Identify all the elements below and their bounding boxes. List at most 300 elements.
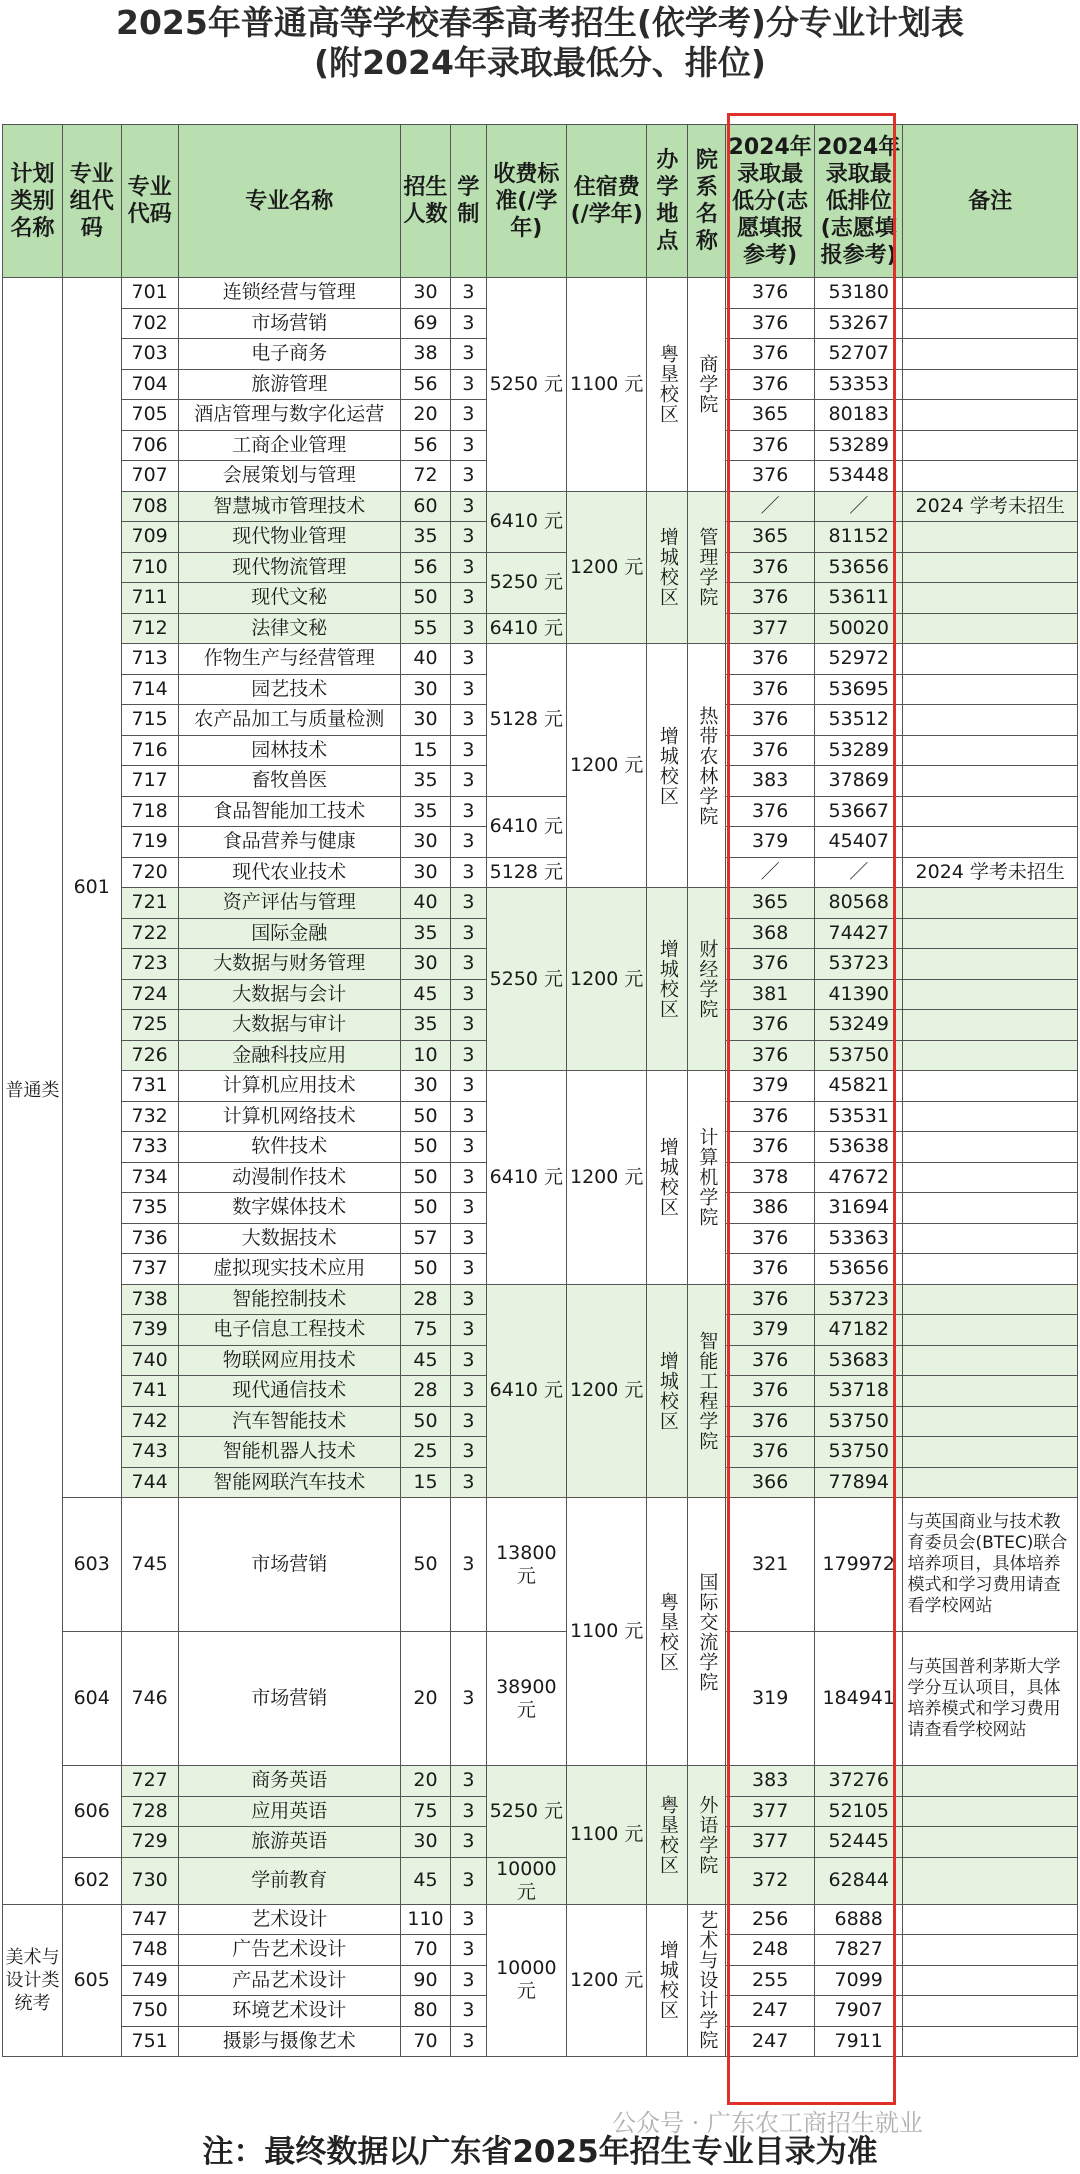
enrollment-cell: 60 bbox=[400, 491, 450, 522]
campus-label: 粤垦校区 bbox=[656, 1794, 679, 1875]
remark-cell bbox=[903, 766, 1078, 797]
duration-cell: 3 bbox=[451, 400, 486, 431]
min-rank-cell: 53750 bbox=[814, 1437, 903, 1468]
campus-cell bbox=[647, 1498, 688, 1766]
duration-cell: 3 bbox=[451, 1632, 486, 1766]
remark-cell bbox=[903, 613, 1078, 644]
major-code-cell: 728 bbox=[121, 1796, 178, 1827]
major-code-cell: 707 bbox=[121, 461, 178, 492]
category-label: 普通类 bbox=[5, 1080, 60, 1102]
remark-cell bbox=[903, 888, 1078, 919]
major-name-cell: 产品艺术设计 bbox=[178, 1965, 400, 1996]
duration-cell: 3 bbox=[451, 1071, 486, 1102]
major-name-cell: 连锁经营与管理 bbox=[178, 278, 400, 309]
campus-cell bbox=[647, 1071, 688, 1285]
min-rank-cell: 53289 bbox=[814, 735, 903, 766]
min-score-cell: 379 bbox=[726, 1315, 815, 1346]
min-score-cell: 383 bbox=[726, 1766, 815, 1797]
remark-cell bbox=[903, 1796, 1078, 1827]
remark-cell bbox=[903, 1071, 1078, 1102]
min-rank-cell: 53695 bbox=[814, 674, 903, 705]
duration-cell: 3 bbox=[451, 1857, 486, 1904]
major-code-cell: 703 bbox=[121, 339, 178, 370]
college-label: 国际交流学院 bbox=[696, 1571, 719, 1692]
major-code-cell: 738 bbox=[121, 1284, 178, 1315]
duration-cell: 3 bbox=[451, 827, 486, 858]
campus-label: 增城校区 bbox=[656, 527, 679, 608]
min-score-cell: 386 bbox=[726, 1193, 815, 1224]
min-score-cell: 255 bbox=[726, 1965, 815, 1996]
remark-cell bbox=[903, 369, 1078, 400]
campus-label: 增城校区 bbox=[656, 725, 679, 806]
remark-cell: 2024 学考未招生 bbox=[903, 491, 1078, 522]
category-label: 美术与设计类统考 bbox=[5, 1946, 60, 2014]
duration-cell: 3 bbox=[451, 308, 486, 339]
major-name-cell: 智能控制技术 bbox=[178, 1284, 400, 1315]
header-cell: 学制 bbox=[451, 125, 486, 278]
tuition-cell: 6410 元 bbox=[486, 613, 566, 644]
enrollment-cell: 55 bbox=[400, 613, 450, 644]
major-name-cell: 市场营销 bbox=[178, 1498, 400, 1632]
header-cell: 专业代码 bbox=[121, 125, 178, 278]
footer-note: 注：最终数据以广东省2025年招生专业目录为准 bbox=[202, 2134, 878, 2170]
remark-cell bbox=[903, 918, 1078, 949]
min-score-cell: 256 bbox=[726, 1904, 815, 1935]
major-name-cell: 国际金融 bbox=[178, 918, 400, 949]
duration-cell: 3 bbox=[451, 674, 486, 705]
group-code-cell: 603 bbox=[62, 1498, 121, 1632]
major-name-cell: 摄影与摄像艺术 bbox=[178, 2026, 400, 2057]
duration-cell: 3 bbox=[451, 1467, 486, 1498]
table-row bbox=[3, 278, 1078, 309]
major-name-cell: 现代文秘 bbox=[178, 583, 400, 614]
major-code-cell: 727 bbox=[121, 1766, 178, 1797]
min-score-cell: 321 bbox=[726, 1498, 815, 1632]
min-score-cell: 377 bbox=[726, 1827, 815, 1858]
duration-cell: 3 bbox=[451, 796, 486, 827]
major-code-cell: 710 bbox=[121, 552, 178, 583]
min-score-cell: 376 bbox=[726, 705, 815, 736]
college-cell bbox=[688, 278, 726, 492]
major-code-cell: 741 bbox=[121, 1376, 178, 1407]
major-code-cell: 747 bbox=[121, 1904, 178, 1935]
table-row bbox=[3, 552, 1078, 583]
min-rank-cell: ／ bbox=[814, 491, 903, 522]
duration-cell: 3 bbox=[451, 613, 486, 644]
college-label: 商学院 bbox=[696, 354, 719, 415]
min-rank-cell: 53667 bbox=[814, 796, 903, 827]
enrollment-cell: 75 bbox=[400, 1796, 450, 1827]
major-code-cell: 740 bbox=[121, 1345, 178, 1376]
min-rank-cell: 81152 bbox=[814, 522, 903, 553]
campus-cell bbox=[647, 888, 688, 1071]
header-cell: 2024年录取最低分(志愿填报参考) bbox=[726, 125, 815, 278]
header-cell: 备注 bbox=[903, 125, 1078, 278]
remark-cell bbox=[903, 2026, 1078, 2057]
major-name-cell: 市场营销 bbox=[178, 1632, 400, 1766]
major-name-cell: 商务英语 bbox=[178, 1766, 400, 1797]
enrollment-cell: 30 bbox=[400, 278, 450, 309]
major-name-cell: 大数据与审计 bbox=[178, 1010, 400, 1041]
major-name-cell: 旅游管理 bbox=[178, 369, 400, 400]
enrollment-cell: 35 bbox=[400, 796, 450, 827]
duration-cell: 3 bbox=[451, 1996, 486, 2027]
campus-label: 增城校区 bbox=[656, 1350, 679, 1431]
major-code-cell: 737 bbox=[121, 1254, 178, 1285]
enrollment-cell: 69 bbox=[400, 308, 450, 339]
duration-cell: 3 bbox=[451, 1766, 486, 1797]
enrollment-cell: 80 bbox=[400, 1996, 450, 2027]
enrollment-cell: 35 bbox=[400, 522, 450, 553]
duration-cell: 3 bbox=[451, 552, 486, 583]
enrollment-cell: 30 bbox=[400, 674, 450, 705]
enrollment-cell: 30 bbox=[400, 827, 450, 858]
major-name-cell: 电子商务 bbox=[178, 339, 400, 370]
table-row bbox=[3, 1284, 1078, 1315]
duration-cell: 3 bbox=[451, 1827, 486, 1858]
duration-cell: 3 bbox=[451, 491, 486, 522]
header-cell: 院系名称 bbox=[688, 125, 726, 278]
enrollment-cell: 28 bbox=[400, 1284, 450, 1315]
college-cell bbox=[688, 1071, 726, 1285]
duration-cell: 3 bbox=[451, 369, 486, 400]
min-rank-cell: 52707 bbox=[814, 339, 903, 370]
duration-cell: 3 bbox=[451, 2026, 486, 2057]
remark-cell bbox=[903, 674, 1078, 705]
major-code-cell: 731 bbox=[121, 1071, 178, 1102]
min-rank-cell: 53723 bbox=[814, 1284, 903, 1315]
min-rank-cell: 53723 bbox=[814, 949, 903, 980]
min-rank-cell: 53289 bbox=[814, 430, 903, 461]
min-score-cell: 365 bbox=[726, 888, 815, 919]
remark-cell bbox=[903, 1254, 1078, 1285]
min-rank-cell: 62844 bbox=[814, 1857, 903, 1904]
table-row bbox=[3, 613, 1078, 644]
major-code-cell: 701 bbox=[121, 278, 178, 309]
major-name-cell: 艺术设计 bbox=[178, 1904, 400, 1935]
enrollment-cell: 35 bbox=[400, 918, 450, 949]
enrollment-cell: 50 bbox=[400, 1193, 450, 1224]
major-name-cell: 作物生产与经营管理 bbox=[178, 644, 400, 675]
major-code-cell: 744 bbox=[121, 1467, 178, 1498]
remark-cell bbox=[903, 461, 1078, 492]
min-rank-cell: 6888 bbox=[814, 1904, 903, 1935]
major-name-cell: 食品智能加工技术 bbox=[178, 796, 400, 827]
header-cell: 2024年录取最低排位(志愿填报参考) bbox=[814, 125, 903, 278]
enrollment-cell: 56 bbox=[400, 369, 450, 400]
min-rank-cell: 41390 bbox=[814, 979, 903, 1010]
major-code-cell: 742 bbox=[121, 1406, 178, 1437]
group-code-cell: 601 bbox=[62, 278, 121, 1498]
tuition-cell: 6410 元 bbox=[486, 1071, 566, 1285]
campus-cell bbox=[647, 1284, 688, 1498]
tuition-cell: 5250 元 bbox=[486, 552, 566, 613]
duration-cell: 3 bbox=[451, 1498, 486, 1632]
enrollment-cell: 28 bbox=[400, 1376, 450, 1407]
min-score-cell: 247 bbox=[726, 1996, 815, 2027]
enrollment-cell: 30 bbox=[400, 1071, 450, 1102]
duration-cell: 3 bbox=[451, 461, 486, 492]
min-score-cell: 365 bbox=[726, 400, 815, 431]
enrollment-cell: 50 bbox=[400, 1162, 450, 1193]
duration-cell: 3 bbox=[451, 1406, 486, 1437]
min-score-cell: 376 bbox=[726, 369, 815, 400]
min-rank-cell: 53448 bbox=[814, 461, 903, 492]
duration-cell: 3 bbox=[451, 644, 486, 675]
enrollment-cell: 45 bbox=[400, 979, 450, 1010]
min-score-cell: 376 bbox=[726, 1437, 815, 1468]
min-score-cell: 376 bbox=[726, 1345, 815, 1376]
major-code-cell: 745 bbox=[121, 1498, 178, 1632]
enrollment-cell: 40 bbox=[400, 644, 450, 675]
major-name-cell: 虚拟现实技术应用 bbox=[178, 1254, 400, 1285]
header-cell: 专业组代码 bbox=[62, 125, 121, 278]
enrollment-cell: 30 bbox=[400, 949, 450, 980]
min-rank-cell: 53638 bbox=[814, 1132, 903, 1163]
min-score-cell: 376 bbox=[726, 1376, 815, 1407]
remark-cell bbox=[903, 1284, 1078, 1315]
table-row bbox=[3, 888, 1078, 919]
category-cell bbox=[3, 278, 63, 1905]
duration-cell: 3 bbox=[451, 888, 486, 919]
major-name-cell: 农产品加工与质量检测 bbox=[178, 705, 400, 736]
duration-cell: 3 bbox=[451, 278, 486, 309]
duration-cell: 3 bbox=[451, 1193, 486, 1224]
title-line-2: (附2024年录取最低分、排位) bbox=[313, 43, 766, 82]
college-label: 艺术与设计学院 bbox=[696, 1910, 719, 2051]
enrollment-cell: 35 bbox=[400, 1010, 450, 1041]
remark-cell: 与英国普利茅斯大学学分互认项目，具体培养模式和学习费用请查看学校网站 bbox=[903, 1632, 1078, 1766]
major-name-cell: 环境艺术设计 bbox=[178, 1996, 400, 2027]
min-score-cell: 381 bbox=[726, 979, 815, 1010]
major-code-cell: 733 bbox=[121, 1132, 178, 1163]
major-name-cell: 工商企业管理 bbox=[178, 430, 400, 461]
major-name-cell: 会展策划与管理 bbox=[178, 461, 400, 492]
remark-cell bbox=[903, 1467, 1078, 1498]
dorm-fee-cell: 1200 元 bbox=[567, 888, 647, 1071]
enrollment-cell: 50 bbox=[400, 1101, 450, 1132]
min-rank-cell: 45821 bbox=[814, 1071, 903, 1102]
duration-cell: 3 bbox=[451, 1010, 486, 1041]
min-rank-cell: 53363 bbox=[814, 1223, 903, 1254]
enrollment-cell: 30 bbox=[400, 705, 450, 736]
remark-cell bbox=[903, 979, 1078, 1010]
college-cell bbox=[688, 1904, 726, 2057]
major-code-cell: 730 bbox=[121, 1857, 178, 1904]
min-rank-cell: 53249 bbox=[814, 1010, 903, 1041]
min-score-cell: 376 bbox=[726, 796, 815, 827]
tuition-cell: 6410 元 bbox=[486, 796, 566, 857]
duration-cell: 3 bbox=[451, 1254, 486, 1285]
major-code-cell: 734 bbox=[121, 1162, 178, 1193]
major-code-cell: 743 bbox=[121, 1437, 178, 1468]
group-code-cell: 606 bbox=[62, 1766, 121, 1858]
major-code-cell: 724 bbox=[121, 979, 178, 1010]
header-cell: 招生人数 bbox=[400, 125, 450, 278]
college-label: 热带农林学院 bbox=[696, 705, 719, 826]
major-code-cell: 748 bbox=[121, 1935, 178, 1966]
remark-cell bbox=[903, 583, 1078, 614]
table-body bbox=[3, 278, 1078, 2057]
major-code-cell: 712 bbox=[121, 613, 178, 644]
enrollment-cell: 50 bbox=[400, 1254, 450, 1285]
campus-cell bbox=[647, 1904, 688, 2057]
remark-cell bbox=[903, 1437, 1078, 1468]
major-code-cell: 746 bbox=[121, 1632, 178, 1766]
header-cell: 住宿费(/学年) bbox=[567, 125, 647, 278]
min-score-cell: 376 bbox=[726, 583, 815, 614]
major-code-cell: 716 bbox=[121, 735, 178, 766]
header-cell: 收费标准(/学年) bbox=[486, 125, 566, 278]
min-score-cell: 376 bbox=[726, 674, 815, 705]
campus-cell bbox=[647, 278, 688, 492]
major-name-cell: 畜牧兽医 bbox=[178, 766, 400, 797]
min-rank-cell: 53750 bbox=[814, 1406, 903, 1437]
major-code-cell: 720 bbox=[121, 857, 178, 888]
major-name-cell: 市场营销 bbox=[178, 308, 400, 339]
major-name-cell: 计算机网络技术 bbox=[178, 1101, 400, 1132]
major-name-cell: 旅游英语 bbox=[178, 1827, 400, 1858]
duration-cell: 3 bbox=[451, 430, 486, 461]
min-score-cell: 372 bbox=[726, 1857, 815, 1904]
watermark: 公众号 · 广东农工商招生就业 bbox=[612, 2109, 923, 2137]
duration-cell: 3 bbox=[451, 1796, 486, 1827]
major-code-cell: 719 bbox=[121, 827, 178, 858]
duration-cell: 3 bbox=[451, 735, 486, 766]
major-name-cell: 食品营养与健康 bbox=[178, 827, 400, 858]
min-score-cell: 376 bbox=[726, 1223, 815, 1254]
remark-cell bbox=[903, 1132, 1078, 1163]
min-score-cell: 376 bbox=[726, 1132, 815, 1163]
remark-cell bbox=[903, 705, 1078, 736]
remark-cell bbox=[903, 552, 1078, 583]
min-rank-cell: 47672 bbox=[814, 1162, 903, 1193]
major-code-cell: 721 bbox=[121, 888, 178, 919]
major-name-cell: 学前教育 bbox=[178, 1857, 400, 1904]
duration-cell: 3 bbox=[451, 1965, 486, 1996]
remark-cell bbox=[903, 644, 1078, 675]
remark-cell bbox=[903, 1904, 1078, 1935]
table-row bbox=[3, 857, 1078, 888]
tuition-cell: 6410 元 bbox=[486, 491, 566, 552]
table-row bbox=[3, 644, 1078, 675]
enrollment-cell: 57 bbox=[400, 1223, 450, 1254]
min-rank-cell: 7907 bbox=[814, 1996, 903, 2027]
campus-label: 增城校区 bbox=[656, 1137, 679, 1218]
enrollment-cell: 56 bbox=[400, 430, 450, 461]
major-name-cell: 金融科技应用 bbox=[178, 1040, 400, 1071]
enrollment-cell: 70 bbox=[400, 2026, 450, 2057]
min-score-cell: 376 bbox=[726, 1284, 815, 1315]
enrollment-cell: 20 bbox=[400, 400, 450, 431]
min-rank-cell: 53353 bbox=[814, 369, 903, 400]
min-score-cell: 376 bbox=[726, 949, 815, 980]
remark-cell bbox=[903, 1935, 1078, 1966]
major-name-cell: 大数据技术 bbox=[178, 1223, 400, 1254]
campus-label: 增城校区 bbox=[656, 939, 679, 1019]
min-score-cell: 376 bbox=[726, 1254, 815, 1285]
remark-cell bbox=[903, 1162, 1078, 1193]
min-rank-cell: 53180 bbox=[814, 278, 903, 309]
remark-cell bbox=[903, 1406, 1078, 1437]
duration-cell: 3 bbox=[451, 1132, 486, 1163]
min-rank-cell: 52445 bbox=[814, 1827, 903, 1858]
remark-cell bbox=[903, 1101, 1078, 1132]
dorm-fee-cell: 1100 元 bbox=[567, 1498, 647, 1766]
college-cell bbox=[688, 1498, 726, 1766]
major-name-cell: 法律文秘 bbox=[178, 613, 400, 644]
enrollment-cell: 50 bbox=[400, 1406, 450, 1437]
major-code-cell: 732 bbox=[121, 1101, 178, 1132]
college-cell bbox=[688, 491, 726, 644]
enrollment-cell: 50 bbox=[400, 1132, 450, 1163]
major-code-cell: 706 bbox=[121, 430, 178, 461]
major-name-cell: 现代农业技术 bbox=[178, 857, 400, 888]
min-score-cell: 366 bbox=[726, 1467, 815, 1498]
major-name-cell: 现代物流管理 bbox=[178, 552, 400, 583]
min-rank-cell: 74427 bbox=[814, 918, 903, 949]
remark-cell: 2024 学考未招生 bbox=[903, 857, 1078, 888]
duration-cell: 3 bbox=[451, 1437, 486, 1468]
remark-cell bbox=[903, 1040, 1078, 1071]
tuition-cell: 38900 元 bbox=[486, 1632, 566, 1766]
major-name-cell: 广告艺术设计 bbox=[178, 1935, 400, 1966]
min-rank-cell: ／ bbox=[814, 857, 903, 888]
dorm-fee-cell: 1200 元 bbox=[567, 644, 647, 888]
campus-label: 粤垦校区 bbox=[656, 344, 679, 425]
header-cell: 专业名称 bbox=[178, 125, 400, 278]
major-code-cell: 713 bbox=[121, 644, 178, 675]
major-code-cell: 722 bbox=[121, 918, 178, 949]
min-rank-cell: 80568 bbox=[814, 888, 903, 919]
header-cell: 办学地点 bbox=[647, 125, 688, 278]
major-code-cell: 751 bbox=[121, 2026, 178, 2057]
header-cell: 计划类别名称 bbox=[3, 125, 63, 278]
min-score-cell: 248 bbox=[726, 1935, 815, 1966]
tuition-cell: 6410 元 bbox=[486, 1284, 566, 1498]
header-row bbox=[3, 125, 1078, 278]
duration-cell: 3 bbox=[451, 979, 486, 1010]
major-name-cell: 现代物业管理 bbox=[178, 522, 400, 553]
remark-cell bbox=[903, 1766, 1078, 1797]
min-rank-cell: 53656 bbox=[814, 1254, 903, 1285]
min-rank-cell: 7911 bbox=[814, 2026, 903, 2057]
major-code-cell: 735 bbox=[121, 1193, 178, 1224]
remark-cell bbox=[903, 1827, 1078, 1858]
min-rank-cell: 53267 bbox=[814, 308, 903, 339]
enrollment-cell: 72 bbox=[400, 461, 450, 492]
major-code-cell: 704 bbox=[121, 369, 178, 400]
group-code-cell: 604 bbox=[62, 1632, 121, 1766]
admission-plan-table bbox=[2, 124, 1078, 2057]
dorm-fee-cell: 1200 元 bbox=[567, 1071, 647, 1285]
college-cell bbox=[688, 644, 726, 888]
duration-cell: 3 bbox=[451, 583, 486, 614]
enrollment-cell: 10 bbox=[400, 1040, 450, 1071]
enrollment-cell: 45 bbox=[400, 1345, 450, 1376]
campus-cell bbox=[647, 491, 688, 644]
min-score-cell: 368 bbox=[726, 918, 815, 949]
dorm-fee-cell: 1100 元 bbox=[567, 278, 647, 492]
category-cell bbox=[3, 1904, 63, 2057]
major-code-cell: 714 bbox=[121, 674, 178, 705]
enrollment-cell: 40 bbox=[400, 888, 450, 919]
min-score-cell: 376 bbox=[726, 308, 815, 339]
enrollment-cell: 20 bbox=[400, 1632, 450, 1766]
major-name-cell: 智能网联汽车技术 bbox=[178, 1467, 400, 1498]
major-code-cell: 736 bbox=[121, 1223, 178, 1254]
tuition-cell: 5250 元 bbox=[486, 1766, 566, 1858]
